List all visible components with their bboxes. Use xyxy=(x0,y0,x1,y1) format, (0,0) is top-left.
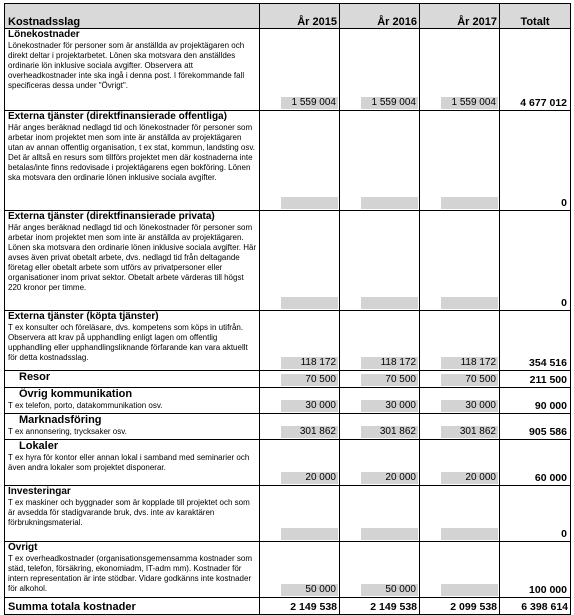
summary-value-total: 6 398 614 xyxy=(521,601,568,613)
category-title: Externa tjänster (direktfinansierade offentliga) xyxy=(8,111,227,122)
value-total: 0 xyxy=(561,528,567,540)
summary-cell-total xyxy=(500,598,571,615)
value-2016 xyxy=(361,297,418,309)
value-2015 xyxy=(281,197,338,209)
value-total: 354 516 xyxy=(529,357,567,369)
value-total: 211 500 xyxy=(529,374,567,386)
cost-row-lonekostnader xyxy=(5,29,571,111)
cell-2015[interactable] xyxy=(260,111,340,211)
cell-2017[interactable] xyxy=(420,311,500,371)
header-category: Kostnadsslag xyxy=(5,4,260,29)
category-title: Lokaler xyxy=(19,440,59,452)
category-cell xyxy=(5,414,260,440)
cell-2016[interactable] xyxy=(340,486,420,542)
category-cell xyxy=(5,111,260,211)
category-description: Lönekostnader för personer som är anställda av projektägaren och direkt deltar i projektarbetet. Lönen ska motsvara den anställdes ordinarie lön inklusive sociala avgifter. Observera att overheadkostnader inte ska ingå i denna post. I förekommande fall specificeras dessa under "Övrigt". xyxy=(8,41,245,90)
value-2016: 50 000 xyxy=(361,584,418,596)
cell-2017[interactable] xyxy=(420,29,500,111)
value-2017: 30 000 xyxy=(441,400,498,412)
cost-row-lokaler xyxy=(5,440,571,486)
cell-2017[interactable] xyxy=(420,542,500,598)
cell-2017[interactable] xyxy=(420,414,500,440)
cell-2015[interactable] xyxy=(260,542,340,598)
cell-2016[interactable] xyxy=(340,388,420,414)
value-total: 0 xyxy=(561,297,567,309)
cell-2015[interactable] xyxy=(260,388,340,414)
cell-2017[interactable] xyxy=(420,111,500,211)
cell-2016[interactable] xyxy=(340,542,420,598)
cell-2016[interactable] xyxy=(340,111,420,211)
category-title: Resor xyxy=(19,371,51,383)
value-2017 xyxy=(441,197,498,209)
value-2017: 301 862 xyxy=(441,426,498,438)
cell-total xyxy=(500,388,571,414)
cell-2015[interactable] xyxy=(260,211,340,311)
category-title: Övrig kommunikation xyxy=(19,388,133,400)
cost-row-investeringar xyxy=(5,486,571,542)
cell-2016[interactable] xyxy=(340,371,420,388)
cell-2017[interactable] xyxy=(420,486,500,542)
cell-2017[interactable] xyxy=(420,371,500,388)
value-2017 xyxy=(441,584,498,596)
value-2015: 70 500 xyxy=(281,374,338,386)
value-2016: 20 000 xyxy=(361,472,418,484)
cell-2016[interactable] xyxy=(340,29,420,111)
cell-total xyxy=(500,542,571,598)
value-2015 xyxy=(281,297,338,309)
value-2017 xyxy=(441,528,498,540)
cell-2016[interactable] xyxy=(340,211,420,311)
category-description: T ex annonsering, trycksaker osv. xyxy=(8,427,127,436)
category-title: Övrigt xyxy=(8,542,38,553)
cell-total xyxy=(500,29,571,111)
value-2017: 20 000 xyxy=(441,472,498,484)
category-cell xyxy=(5,542,260,598)
cell-2017[interactable] xyxy=(420,211,500,311)
category-cell xyxy=(5,211,260,311)
value-total: 90 000 xyxy=(534,400,567,412)
value-total: 905 586 xyxy=(529,426,567,438)
cell-2015[interactable] xyxy=(260,29,340,111)
value-2015: 301 862 xyxy=(281,426,338,438)
category-title: Marknadsföring xyxy=(19,414,102,426)
summary-value-2015: 2 149 538 xyxy=(290,601,337,613)
cost-row-externa-privata xyxy=(5,211,571,311)
value-2015: 20 000 xyxy=(281,472,338,484)
value-total: 100 000 xyxy=(529,584,567,596)
cost-row-externa-kopta xyxy=(5,311,571,371)
cost-row-marknadsforing xyxy=(5,414,571,440)
value-2015 xyxy=(281,528,338,540)
cell-2015[interactable] xyxy=(260,486,340,542)
cost-row-resor xyxy=(5,371,571,388)
cell-2015[interactable] xyxy=(260,440,340,486)
category-description: Här anges beräknad nedlagd tid och lönekostnader för personer som arbetar inom projektet men som inte är anställda av projektägaren utan av annan offentlig organisation, t ex stat, kommun, landsting osv. Det är alltså en resurs som tillförs projektet men där kostnaderna inte betalas/inte finns redovisade i projektägarens egen bokföring. Lönen ska motsvara den ordinarie lönen inklusive sociala avgifter. xyxy=(8,123,255,182)
value-2017: 118 172 xyxy=(441,357,498,369)
header-row xyxy=(5,4,571,29)
value-2016: 301 862 xyxy=(361,426,418,438)
cell-total xyxy=(500,486,571,542)
category-title: Investeringar xyxy=(8,486,71,497)
cell-2015[interactable] xyxy=(260,371,340,388)
value-2017: 70 500 xyxy=(441,374,498,386)
category-cell xyxy=(5,440,260,486)
summary-value-2017: 2 099 538 xyxy=(450,601,497,613)
summary-row xyxy=(5,598,571,615)
value-2016: 30 000 xyxy=(361,400,418,412)
category-description: T ex overheadkostnader (organisationsgemensamma kostnader som städ, telefon, försäkring, ekonomiadm, IT-adm mm). Kostnader för intern representation är inte stödbar. Vidare godkänns inte kostnader för alkohol. xyxy=(8,554,252,593)
value-2015: 30 000 xyxy=(281,400,338,412)
header-year-2017: År 2017 xyxy=(420,4,500,29)
cell-total xyxy=(500,371,571,388)
summary-cell-2017 xyxy=(420,598,500,615)
category-cell xyxy=(5,311,260,371)
value-2016 xyxy=(361,528,418,540)
cell-2016[interactable] xyxy=(340,414,420,440)
value-2017 xyxy=(441,297,498,309)
cell-2017[interactable] xyxy=(420,440,500,486)
value-2017: 1 559 004 xyxy=(441,97,498,109)
category-cell xyxy=(5,371,260,388)
cost-row-ovrig-kommunikation xyxy=(5,388,571,414)
category-description: T ex konsulter och föreläsare, dvs. kompetens som köps in utifrån. Observera att krav på upphandling enligt lagen om offentlig upphandling eller upphandlingsliknande förfarande kan vara aktuellt för detta kostnadsslag. xyxy=(8,323,248,362)
summary-value-2016: 2 149 538 xyxy=(370,601,417,613)
summary-label: Summa totala kostnader xyxy=(8,601,136,613)
value-2015: 118 172 xyxy=(281,357,338,369)
cell-2016[interactable] xyxy=(340,311,420,371)
header-year-2015: År 2015 xyxy=(260,4,340,29)
cell-total xyxy=(500,311,571,371)
category-title: Externa tjänster (köpta tjänster) xyxy=(8,311,159,322)
category-title: Lönekostnader xyxy=(8,29,80,40)
value-2015: 50 000 xyxy=(281,584,338,596)
value-total: 4 677 012 xyxy=(520,97,567,109)
cell-total xyxy=(500,440,571,486)
cost-row-ovrigt xyxy=(5,542,571,598)
category-cell xyxy=(5,486,260,542)
cell-total xyxy=(500,211,571,311)
summary-label-cell xyxy=(5,598,260,615)
value-2016: 1 559 004 xyxy=(361,97,418,109)
category-description: T ex telefon, porto, datakommunikation osv. xyxy=(8,401,163,410)
budget-table xyxy=(4,3,570,615)
value-2016: 118 172 xyxy=(361,357,418,369)
cell-2015[interactable] xyxy=(260,414,340,440)
cell-2016[interactable] xyxy=(340,440,420,486)
summary-cell-2016 xyxy=(340,598,420,615)
value-total: 0 xyxy=(561,197,567,209)
cell-2017[interactable] xyxy=(420,388,500,414)
cell-total xyxy=(500,111,571,211)
value-2015: 1 559 004 xyxy=(281,97,338,109)
cell-total xyxy=(500,414,571,440)
value-2016: 70 500 xyxy=(361,374,418,386)
header-year-2016: År 2016 xyxy=(340,4,420,29)
header-total: Totalt xyxy=(500,4,571,29)
summary-cell-2015 xyxy=(260,598,340,615)
value-2016 xyxy=(361,197,418,209)
category-title: Externa tjänster (direktfinansierade privata) xyxy=(8,211,215,222)
category-cell xyxy=(5,29,260,111)
category-description: T ex maskiner och byggnader som är kopplade till projektet och som är avsedda för stadigvarande bruk, dvs. inte av karaktären förbrukningsmaterial. xyxy=(8,498,250,527)
category-description: Här anges beräknad nedlagd tid och lönekostnader för personer som arbetar inom projektet men som inte är anställda av projektägaren. Lönen ska motsvara den ordinarie lönen inklusive sociala avgifter. Här avses även privat obetalt arbete, dvs. nedlagd tid från deltagande företag eller obetalt arbete som utförs av privatpersoner eller organisationer inom privat sektor. Obetalt arbete värderas till högst 220 kronor per timme. xyxy=(8,223,257,292)
category-cell xyxy=(5,388,260,414)
cost-row-externa-offentliga xyxy=(5,111,571,211)
cell-2015[interactable] xyxy=(260,311,340,371)
value-total: 60 000 xyxy=(534,472,567,484)
category-description: T ex hyra för kontor eller annan lokal i samband med seminarier och även andra lokaler som projektet disponerar. xyxy=(8,453,250,472)
